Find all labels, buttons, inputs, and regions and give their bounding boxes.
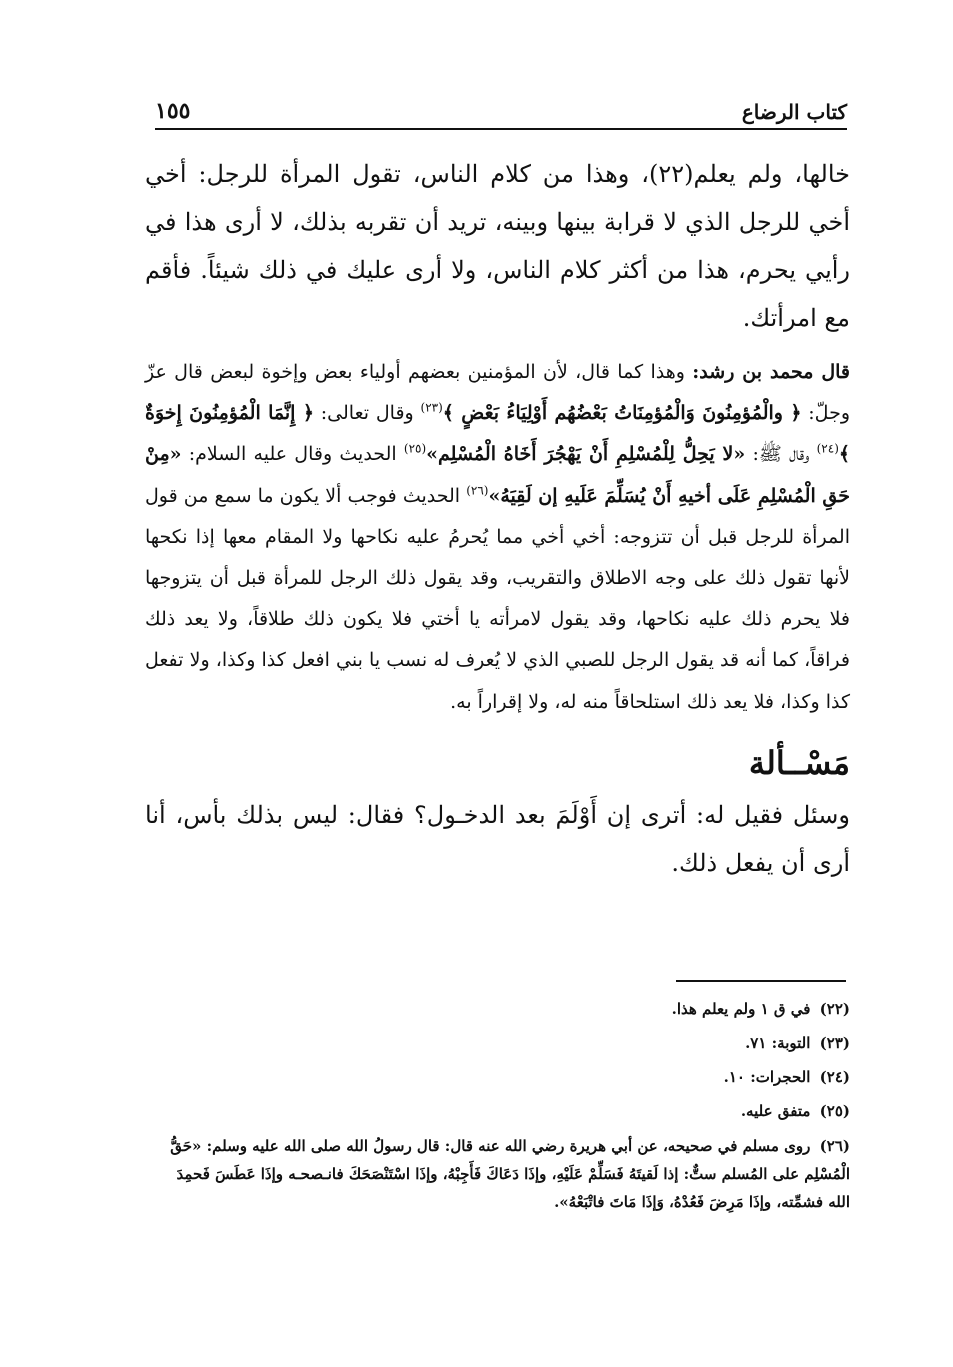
- footnote-divider: [676, 980, 846, 982]
- page-number: ١٥٥: [155, 98, 191, 124]
- paragraph-2-text-3: وقال ﷺ:: [752, 443, 810, 466]
- footnote-text: روى مسلم في صحيحه، عن أبي هريرة رضي الله عنه قال: قال رسولُ الله صلى الله عليه وسلم: «حَقُّ الْمُسْلِم على المُسلم ستٌّ: إذا لَقيتَهُ فَسَلِّمْ عَلَيْهِ، وإذَا دَعَاكَ فَأَجِبْهُ، وإذَا اسْتَنْصَحَكَ فانـصحـه وإذَا عَطَسَ فَحمِدَ الله فشمِّته، وإذَا مَرِضَ فَعُدْهُ، وَإذَا مَاتَ فاتْبَعْهُ».: [170, 1137, 850, 1211]
- main-text: [145, 150, 850, 887]
- footnote-number: (٢٣): [819, 1034, 850, 1052]
- paragraph-1: خالها، ولم يعلم(٢٢)، وهذا من كلام الناس، تقول المرأة للرجل: أخي أخي للرجل الذي لا قرابة بينها وبينه، تريد أن تقربه بذلك، لا أرى هذا في رأيي يحرم، هذا من أكثر كلام الناس، ولا أرى عليك في ذلك شيئاً. فأقم مع امرأتك.: [145, 160, 851, 332]
- quran-verse-1: ﴿ والْمُؤمِنُونَ وَالْمُؤمِنَاتُ بَعْضُهُم أَوْلِيَاءُ بَعْضٍ ﴾: [442, 402, 802, 425]
- quran-verse-2: ﴿ إِنَّمَا الْمُؤمِنُونَ إِخوَةٌ ﴾: [145, 402, 851, 466]
- paragraph-2-text-4: الحديث وقال عليه السلام:: [188, 443, 397, 466]
- footnote-26: [150, 1132, 850, 1216]
- footnote-number: (٢٦): [819, 1137, 850, 1155]
- footnote-ref-26: (٢٦): [466, 483, 489, 498]
- paragraph-3: وسئل فقيل له: أترى إن أَوْلَمَ بعد الدخـول؟ فقال: ليس بذلك بأس، أنا أرى أن يفعل ذلك.: [145, 800, 850, 877]
- running-title: كتاب الرضاع: [741, 100, 847, 124]
- footnote-number: (٢٥): [819, 1102, 850, 1120]
- paragraph-2-text-1: وهذا كما قال، لأن المؤمنين بعضهم أولياء بعض وإخوة لبعض قال عزّ وجلّ:: [145, 361, 850, 425]
- footnote-text: متفق عليه.: [740, 1102, 811, 1120]
- hadith-1: «لا يَحِلُّ لِلْمُسْلِمِ أَنْ يَهْجُرَ أَخَاهُ الْمُسْلِم»: [426, 443, 746, 466]
- paragraph-2-text-2: وقال تعالى:: [320, 402, 414, 425]
- page-header: [155, 88, 847, 130]
- footnote-ref-23: (٢٣): [420, 400, 443, 415]
- footnotes: [150, 992, 850, 1216]
- footnote-ref-25: (٢٥): [403, 442, 427, 457]
- footnote-25: [150, 1094, 850, 1128]
- paragraph-2-text-5: الحديث فوجب ألا يكون ما سمع من قول المرأة للرجل قبل أن تتزوجه: أخي أخي مما يُحرمُ عليه نكاحها ولا المقام معها إذا نكحها لأنها تقول ذلك على وجه الاطلاق والتقريب، وقد يقول ذلك الرجل للمرأة قبل أن يتزوجها فلا يحرم ذلك عليه نكاحها، وقد يقول لامرأته يا أختي فلا يكون ذلك طلاقاً، ولا يعد ذلك فراقاً، كما أنه قد يقول الرجل للصبي الذي لا يُعرف له نسب يا بني افعل كذا وكذا، ولا تفعل كذا وكذا، فلا يعد ذلك استلحاقاً منه له، ولا إقراراً به.: [145, 484, 850, 713]
- footnote-text: الحجرات: ١٠.: [723, 1068, 811, 1086]
- footnote-number: (٢٢): [819, 1000, 850, 1018]
- hadith-2: «مِنْ حَقِ الْمُسْلِمِ عَلَى أخيهِ أَنْ يُسَلِّمَ عَلَيهِ إن لَقِيَهُ»: [145, 443, 850, 507]
- speaker-label: قال محمد بن رشد:: [692, 361, 850, 383]
- footnote-23: [150, 1026, 850, 1060]
- footnote-ref-24: (٢٤): [816, 442, 839, 457]
- footnote-number: (٢٤): [819, 1068, 850, 1086]
- paragraph-2: [145, 352, 850, 723]
- section-heading: مَسْــألة: [748, 743, 850, 782]
- footnote-text: التوبة: ٧١.: [745, 1034, 811, 1052]
- footnote-text: في ق ١ ولم يعلم هذا.: [671, 1000, 811, 1018]
- footnote-24: [150, 1060, 850, 1094]
- footnote-22: [150, 992, 850, 1026]
